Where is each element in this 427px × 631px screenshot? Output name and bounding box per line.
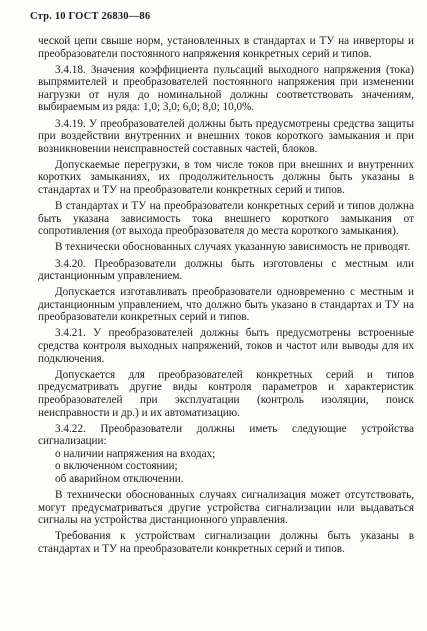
paragraph-signal-requirements: Требования к устройствам сигнализации должны быть указаны в стандартах и ТУ на преобразователи конкретных серий и типов. bbox=[38, 530, 414, 555]
paragraph-3-4-22: 3.4.22. Преобразователи должны иметь следующие устройства сигнализации: bbox=[38, 422, 414, 448]
list-item-input-voltage: о наличии напряжения на входах; bbox=[55, 447, 216, 460]
paragraph-other-control: Допускается для преобразователей конкретных серий и типов предусматривать другие виды контроля параметров и характеристик преобразователей при эксплуатации (контроль изоляции, поиск неисправности и др.) и их автоматизацию. bbox=[38, 368, 414, 419]
document-body bbox=[38, 35, 414, 556]
paragraph-3-4-21: 3.4.21. У преобразователей должны быть предусмотрены встроенные средства контроля выходных напряжений, токов и частот или выводы для их подключения. bbox=[38, 327, 414, 365]
list-item-emergency-shutdown: об аварийном отключении. bbox=[55, 473, 184, 485]
paragraph-3-4-18: 3.4.18. Значения коэффициента пульсаций выходного напряжения (тока) выпрямителей и преобразователей постоянного напряжения при изменении нагрузки от нуля до номинальной должны соответствовать значениям, выбираемым из ряда: 1,0; 3,0; 6,0; 8,0; 10,0%. bbox=[38, 63, 414, 114]
paragraph-signal-absence: В технически обоснованных случаях сигнализация может отсутствовать, могут предусматриваться другие устройства сигнализации или выдаваться сигналы на устройства дистанционного управления. bbox=[38, 489, 414, 527]
paragraph-3-4-20: 3.4.20. Преобразователи должны быть изготовлены с местным или дистанционным управлением. bbox=[38, 257, 414, 283]
paragraph-technically-justified: В технически обоснованных случаях указанную зависимость не приводят. bbox=[55, 241, 411, 254]
page-header: Стр. 10 ГОСТ 26830—86 bbox=[30, 11, 151, 22]
list-item-on-state: о включенном состоянии; bbox=[55, 460, 178, 473]
paragraph-local-remote-control: Допускается изготавливать преобразователи одновременно с местным и дистанционным управлением, что должно быть указано в стандартах и ТУ на преобразователи конкретных серий и типов. bbox=[38, 286, 414, 324]
paragraph-short-circuit-dependence: В стандартах и ТУ на преобразователи конкретных серий и типов должна быть указана зависимость тока внешнего короткого замыкания от сопротивления (от выхода преобразователя до места короткого замыкания). bbox=[38, 200, 414, 238]
paragraph-overloads: Допускаемые перегрузки, в том числе токов при внешних и внутренних коротких замыканиях, их продолжительность должны быть указаны в стандартах и ТУ на преобразователи конкретных серий и типов. bbox=[38, 158, 414, 197]
paragraph-continuation: ческой цепи свыше норм, установленных в стандартах и ТУ на инверторы и преобразователи постоянного напряжения конкретных серий и типов. bbox=[38, 35, 414, 60]
paragraph-3-4-19: 3.4.19. У преобразователей должны быть предусмотрены средства защиты при воздействии внутренних и внешних токов короткого замыкания и при возникновении неисправностей составных частей, блоков. bbox=[38, 117, 414, 155]
